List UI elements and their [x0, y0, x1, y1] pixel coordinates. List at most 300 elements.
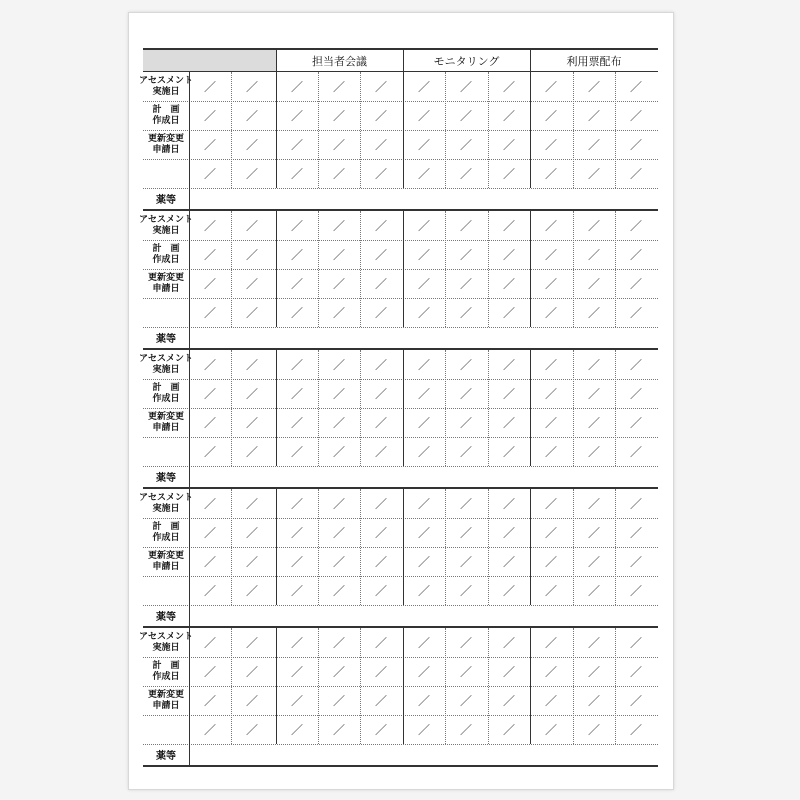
- date-cell[interactable]: ／: [417, 277, 430, 291]
- date-cell[interactable]: ／: [459, 248, 472, 262]
- date-cell[interactable]: ／: [290, 723, 303, 737]
- date-cell[interactable]: ／: [502, 80, 515, 94]
- date-cell[interactable]: ／: [629, 445, 642, 459]
- date-cell[interactable]: ／: [203, 526, 216, 540]
- date-cell[interactable]: ／: [544, 219, 557, 233]
- date-cell[interactable]: ／: [332, 387, 345, 401]
- date-cell[interactable]: ／: [502, 555, 515, 569]
- date-cell[interactable]: ／: [629, 219, 642, 233]
- date-cell[interactable]: ／: [332, 723, 345, 737]
- date-cell[interactable]: ／: [332, 584, 345, 598]
- date-cell[interactable]: ／: [629, 416, 642, 430]
- date-cell[interactable]: ／: [544, 555, 557, 569]
- date-cell[interactable]: ／: [374, 80, 387, 94]
- row-label-line: 申請日: [152, 561, 180, 572]
- drug-label: 薬等: [156, 473, 176, 484]
- date-cell[interactable]: ／: [417, 497, 430, 511]
- date-cell[interactable]: ／: [290, 138, 303, 152]
- date-cell[interactable]: ／: [374, 387, 387, 401]
- date-cell[interactable]: ／: [459, 306, 472, 320]
- date-cell[interactable]: ／: [203, 387, 216, 401]
- date-cell[interactable]: ／: [332, 445, 345, 459]
- date-row: [143, 240, 658, 269]
- row-separator: [143, 327, 658, 328]
- row-label-line: 実施日: [152, 86, 180, 97]
- date-cell[interactable]: ／: [203, 416, 216, 430]
- date-cell[interactable]: ／: [290, 387, 303, 401]
- date-cell[interactable]: ／: [502, 497, 515, 511]
- date-cell[interactable]: ／: [203, 138, 216, 152]
- date-row: [143, 130, 658, 159]
- row-label: [143, 101, 189, 130]
- date-cell[interactable]: ／: [629, 109, 642, 123]
- date-cell[interactable]: ／: [587, 665, 600, 679]
- date-cell[interactable]: ／: [544, 584, 557, 598]
- date-cell[interactable]: ／: [332, 526, 345, 540]
- row-label-line: 実施日: [152, 225, 180, 236]
- row-label: [143, 408, 189, 437]
- date-row: [143, 686, 658, 715]
- date-cell[interactable]: ／: [587, 387, 600, 401]
- date-cell[interactable]: ／: [587, 636, 600, 650]
- date-cell[interactable]: ／: [290, 694, 303, 708]
- date-row: [139, 211, 658, 240]
- drug-divider: [189, 605, 190, 626]
- drug-label: 薬等: [156, 612, 176, 623]
- date-cell[interactable]: ／: [203, 80, 216, 94]
- date-cell[interactable]: ／: [544, 665, 557, 679]
- date-cell[interactable]: ／: [290, 248, 303, 262]
- row-label-line: 計 画: [152, 243, 180, 254]
- date-cell[interactable]: ／: [245, 358, 258, 372]
- date-cell[interactable]: ／: [502, 248, 515, 262]
- date-cell[interactable]: ／: [374, 526, 387, 540]
- date-cell[interactable]: ／: [332, 248, 345, 262]
- date-cell[interactable]: ／: [629, 306, 642, 320]
- date-cell[interactable]: ／: [502, 636, 515, 650]
- row-label-line: アセスメント: [139, 75, 193, 86]
- date-cell[interactable]: ／: [290, 167, 303, 181]
- date-cell[interactable]: ／: [629, 694, 642, 708]
- date-row: [143, 657, 658, 686]
- date-cell[interactable]: ／: [245, 167, 258, 181]
- row-label-line: アセスメント: [139, 214, 193, 225]
- date-cell[interactable]: ／: [203, 445, 216, 459]
- row-label-line: 作成日: [152, 254, 180, 265]
- date-row: [143, 269, 658, 298]
- date-cell[interactable]: ／: [374, 109, 387, 123]
- date-cell[interactable]: ／: [374, 416, 387, 430]
- date-cell[interactable]: ／: [417, 636, 430, 650]
- date-cell[interactable]: ／: [374, 219, 387, 233]
- date-cell[interactable]: ／: [290, 636, 303, 650]
- date-cell[interactable]: ／: [544, 248, 557, 262]
- date-cell[interactable]: ／: [544, 358, 557, 372]
- row-label-line: アセスメント: [139, 353, 193, 364]
- date-cell[interactable]: ／: [502, 445, 515, 459]
- date-cell[interactable]: ／: [544, 109, 557, 123]
- date-cell[interactable]: ／: [544, 167, 557, 181]
- row-label-line: 申請日: [152, 700, 180, 711]
- row-label-line: 作成日: [152, 671, 180, 682]
- date-cell[interactable]: ／: [629, 277, 642, 291]
- date-cell[interactable]: ／: [417, 723, 430, 737]
- date-cell[interactable]: ／: [544, 306, 557, 320]
- date-cell[interactable]: ／: [544, 497, 557, 511]
- date-cell[interactable]: ／: [502, 416, 515, 430]
- date-row: [139, 489, 658, 518]
- date-cell[interactable]: ／: [629, 80, 642, 94]
- date-cell[interactable]: ／: [417, 167, 430, 181]
- date-cell[interactable]: ／: [502, 358, 515, 372]
- date-cell[interactable]: ／: [332, 694, 345, 708]
- drug-divider: [189, 466, 190, 487]
- date-cell[interactable]: ／: [374, 555, 387, 569]
- date-cell[interactable]: ／: [587, 248, 600, 262]
- date-cell[interactable]: ／: [332, 497, 345, 511]
- date-cell[interactable]: ／: [587, 694, 600, 708]
- date-cell[interactable]: ／: [459, 219, 472, 233]
- date-cell[interactable]: ／: [332, 636, 345, 650]
- date-cell[interactable]: ／: [459, 497, 472, 511]
- record-block: [139, 350, 658, 489]
- date-cell[interactable]: ／: [245, 416, 258, 430]
- date-cell[interactable]: ／: [417, 665, 430, 679]
- date-cell[interactable]: ／: [629, 526, 642, 540]
- date-row: [143, 715, 658, 744]
- date-cell[interactable]: ／: [417, 445, 430, 459]
- row-label: [143, 240, 189, 269]
- date-cell[interactable]: ／: [502, 277, 515, 291]
- date-cell[interactable]: ／: [629, 358, 642, 372]
- row-label: [143, 269, 189, 298]
- date-cell[interactable]: ／: [587, 555, 600, 569]
- date-cell[interactable]: ／: [290, 80, 303, 94]
- date-cell[interactable]: ／: [629, 584, 642, 598]
- date-cell[interactable]: ／: [332, 665, 345, 679]
- date-cell[interactable]: ／: [417, 555, 430, 569]
- date-cell[interactable]: ／: [245, 694, 258, 708]
- row-label-line: 実施日: [152, 503, 180, 514]
- date-cell[interactable]: ／: [544, 694, 557, 708]
- row-label-line: 更新変更: [147, 133, 184, 144]
- row-separator: [143, 605, 658, 606]
- date-cell[interactable]: ／: [290, 497, 303, 511]
- date-cell[interactable]: ／: [290, 526, 303, 540]
- date-cell[interactable]: ／: [502, 526, 515, 540]
- date-cell[interactable]: ／: [417, 109, 430, 123]
- date-cell[interactable]: ／: [502, 167, 515, 181]
- date-cell[interactable]: ／: [203, 636, 216, 650]
- row-label-line: 計 画: [152, 521, 180, 532]
- row-label-line: 作成日: [152, 393, 180, 404]
- row-label-line: 作成日: [152, 115, 180, 126]
- date-cell[interactable]: ／: [459, 555, 472, 569]
- row-separator: [143, 188, 658, 189]
- date-cell[interactable]: ／: [332, 306, 345, 320]
- date-cell[interactable]: ／: [587, 526, 600, 540]
- date-cell[interactable]: ／: [587, 584, 600, 598]
- date-cell[interactable]: ／: [332, 555, 345, 569]
- header-blank: [143, 50, 276, 71]
- date-row: [143, 518, 658, 547]
- row-label-line: 申請日: [152, 422, 180, 433]
- date-row: [143, 379, 658, 408]
- row-label-line: アセスメント: [139, 492, 193, 503]
- date-cell[interactable]: ／: [417, 306, 430, 320]
- date-cell[interactable]: ／: [544, 277, 557, 291]
- date-cell[interactable]: ／: [417, 526, 430, 540]
- date-cell[interactable]: ／: [587, 723, 600, 737]
- date-row: [143, 298, 658, 327]
- row-label: [143, 518, 189, 547]
- date-cell[interactable]: ／: [245, 497, 258, 511]
- date-cell[interactable]: ／: [374, 584, 387, 598]
- date-cell[interactable]: ／: [544, 723, 557, 737]
- row-label-line: 計 画: [152, 660, 180, 671]
- date-cell[interactable]: ／: [459, 358, 472, 372]
- row-label-line: 更新変更: [147, 272, 184, 283]
- date-cell[interactable]: ／: [203, 306, 216, 320]
- date-cell[interactable]: ／: [245, 445, 258, 459]
- date-cell[interactable]: ／: [290, 555, 303, 569]
- date-cell[interactable]: ／: [245, 80, 258, 94]
- date-cell[interactable]: ／: [203, 277, 216, 291]
- date-cell[interactable]: ／: [502, 584, 515, 598]
- date-cell[interactable]: ／: [629, 665, 642, 679]
- date-cell[interactable]: ／: [544, 80, 557, 94]
- row-label: [143, 130, 189, 159]
- date-cell[interactable]: ／: [629, 167, 642, 181]
- date-cell[interactable]: ／: [544, 526, 557, 540]
- date-cell[interactable]: ／: [245, 109, 258, 123]
- date-cell[interactable]: ／: [587, 109, 600, 123]
- date-cell[interactable]: ／: [417, 387, 430, 401]
- date-row: [143, 437, 658, 466]
- drug-label: 薬等: [156, 751, 176, 762]
- date-cell[interactable]: ／: [417, 219, 430, 233]
- date-cell[interactable]: ／: [587, 445, 600, 459]
- date-cell[interactable]: ／: [374, 636, 387, 650]
- date-cell[interactable]: ／: [332, 80, 345, 94]
- date-cell[interactable]: ／: [544, 636, 557, 650]
- row-label: [143, 159, 189, 188]
- date-cell[interactable]: ／: [459, 109, 472, 123]
- date-cell[interactable]: ／: [332, 109, 345, 123]
- date-cell[interactable]: ／: [417, 584, 430, 598]
- record-block: [139, 211, 658, 350]
- date-cell[interactable]: ／: [332, 358, 345, 372]
- date-cell[interactable]: ／: [629, 248, 642, 262]
- date-cell[interactable]: ／: [459, 445, 472, 459]
- date-cell[interactable]: ／: [245, 584, 258, 598]
- date-cell[interactable]: ／: [374, 138, 387, 152]
- row-separator: [143, 744, 658, 745]
- date-cell[interactable]: ／: [417, 138, 430, 152]
- date-cell[interactable]: ／: [502, 109, 515, 123]
- date-cell[interactable]: ／: [587, 277, 600, 291]
- date-cell[interactable]: ／: [290, 416, 303, 430]
- date-cell[interactable]: ／: [290, 445, 303, 459]
- date-cell[interactable]: ／: [374, 306, 387, 320]
- date-cell[interactable]: ／: [587, 138, 600, 152]
- date-cell[interactable]: ／: [374, 497, 387, 511]
- date-cell[interactable]: ／: [459, 277, 472, 291]
- date-cell[interactable]: ／: [459, 694, 472, 708]
- date-cell[interactable]: ／: [203, 555, 216, 569]
- date-cell[interactable]: ／: [459, 387, 472, 401]
- date-cell[interactable]: ／: [587, 306, 600, 320]
- date-cell[interactable]: ／: [332, 219, 345, 233]
- date-cell[interactable]: ／: [245, 636, 258, 650]
- date-row: [143, 408, 658, 437]
- row-label: [143, 437, 189, 466]
- date-cell[interactable]: ／: [459, 167, 472, 181]
- date-cell[interactable]: ／: [203, 109, 216, 123]
- row-label: [139, 72, 193, 101]
- date-cell[interactable]: ／: [290, 219, 303, 233]
- date-cell[interactable]: ／: [629, 636, 642, 650]
- date-cell[interactable]: ／: [245, 526, 258, 540]
- date-cell[interactable]: ／: [245, 665, 258, 679]
- grid-header: [143, 48, 658, 72]
- date-cell[interactable]: ／: [502, 665, 515, 679]
- date-cell[interactable]: ／: [203, 665, 216, 679]
- date-cell[interactable]: ／: [587, 416, 600, 430]
- row-label: [143, 657, 189, 686]
- date-cell[interactable]: ／: [332, 277, 345, 291]
- date-cell[interactable]: ／: [459, 584, 472, 598]
- date-cell[interactable]: ／: [587, 219, 600, 233]
- row-label-line: 更新変更: [147, 689, 184, 700]
- date-cell[interactable]: ／: [374, 248, 387, 262]
- date-cell[interactable]: ／: [417, 358, 430, 372]
- date-cell[interactable]: ／: [544, 445, 557, 459]
- date-cell[interactable]: ／: [203, 358, 216, 372]
- date-cell[interactable]: ／: [502, 387, 515, 401]
- date-cell[interactable]: ／: [374, 445, 387, 459]
- date-cell[interactable]: ／: [544, 416, 557, 430]
- date-cell[interactable]: ／: [459, 80, 472, 94]
- date-row: [139, 72, 658, 101]
- date-cell[interactable]: ／: [245, 387, 258, 401]
- date-cell[interactable]: ／: [290, 109, 303, 123]
- date-cell[interactable]: ／: [290, 584, 303, 598]
- schedule-grid: [139, 48, 658, 767]
- date-cell[interactable]: ／: [374, 358, 387, 372]
- date-cell[interactable]: ／: [417, 248, 430, 262]
- date-cell[interactable]: ／: [290, 306, 303, 320]
- date-cell[interactable]: ／: [587, 80, 600, 94]
- date-cell[interactable]: ／: [203, 248, 216, 262]
- date-cell[interactable]: ／: [290, 277, 303, 291]
- record-block: [139, 628, 658, 767]
- date-cell[interactable]: ／: [417, 416, 430, 430]
- header-usage-form: 利用票配布: [566, 54, 622, 68]
- date-cell[interactable]: ／: [459, 138, 472, 152]
- date-cell[interactable]: ／: [374, 277, 387, 291]
- date-cell[interactable]: ／: [290, 665, 303, 679]
- date-cell[interactable]: ／: [332, 416, 345, 430]
- date-cell[interactable]: ／: [203, 584, 216, 598]
- row-label-line: 実施日: [152, 642, 180, 653]
- date-cell[interactable]: ／: [203, 167, 216, 181]
- row-label: [143, 686, 189, 715]
- date-cell[interactable]: ／: [587, 358, 600, 372]
- date-cell[interactable]: ／: [459, 636, 472, 650]
- date-cell[interactable]: ／: [374, 694, 387, 708]
- drug-divider: [189, 744, 190, 765]
- date-cell[interactable]: ／: [502, 219, 515, 233]
- date-cell[interactable]: ／: [245, 306, 258, 320]
- date-cell[interactable]: ／: [245, 555, 258, 569]
- date-cell[interactable]: ／: [203, 694, 216, 708]
- date-cell[interactable]: ／: [629, 387, 642, 401]
- date-cell[interactable]: ／: [629, 497, 642, 511]
- date-cell[interactable]: ／: [203, 723, 216, 737]
- date-row: [143, 101, 658, 130]
- row-label-line: 計 画: [152, 382, 180, 393]
- date-cell[interactable]: ／: [459, 416, 472, 430]
- date-row: [139, 350, 658, 379]
- date-cell[interactable]: ／: [459, 526, 472, 540]
- date-cell[interactable]: ／: [417, 80, 430, 94]
- row-label-line: 作成日: [152, 532, 180, 543]
- row-label-line: アセスメント: [139, 631, 193, 642]
- row-label: [139, 211, 193, 240]
- header-monitoring: モニタリング: [433, 54, 500, 68]
- row-label: [139, 628, 193, 657]
- date-cell[interactable]: ／: [374, 167, 387, 181]
- date-cell[interactable]: ／: [245, 138, 258, 152]
- date-cell[interactable]: ／: [374, 665, 387, 679]
- date-cell[interactable]: ／: [629, 138, 642, 152]
- date-cell[interactable]: ／: [203, 497, 216, 511]
- date-cell[interactable]: ／: [502, 694, 515, 708]
- date-cell[interactable]: ／: [459, 723, 472, 737]
- date-cell[interactable]: ／: [203, 219, 216, 233]
- date-cell[interactable]: ／: [332, 167, 345, 181]
- date-cell[interactable]: ／: [544, 387, 557, 401]
- row-label: [143, 715, 189, 744]
- date-cell[interactable]: ／: [502, 306, 515, 320]
- row-label-line: 計 画: [152, 104, 180, 115]
- date-cell[interactable]: ／: [245, 248, 258, 262]
- row-label: [143, 576, 189, 605]
- header-conference: 担当者会議: [312, 54, 367, 68]
- date-cell[interactable]: ／: [290, 358, 303, 372]
- date-cell[interactable]: ／: [459, 665, 472, 679]
- date-cell[interactable]: ／: [245, 723, 258, 737]
- date-cell[interactable]: ／: [587, 167, 600, 181]
- date-cell[interactable]: ／: [544, 138, 557, 152]
- date-cell[interactable]: ／: [374, 723, 387, 737]
- date-cell[interactable]: ／: [629, 723, 642, 737]
- date-cell[interactable]: ／: [245, 219, 258, 233]
- date-cell[interactable]: ／: [502, 723, 515, 737]
- date-cell[interactable]: ／: [502, 138, 515, 152]
- date-cell[interactable]: ／: [417, 694, 430, 708]
- date-cell[interactable]: ／: [245, 277, 258, 291]
- drug-label: 薬等: [156, 334, 176, 345]
- date-row: [143, 576, 658, 605]
- date-cell[interactable]: ／: [587, 497, 600, 511]
- date-cell[interactable]: ／: [629, 555, 642, 569]
- date-cell[interactable]: ／: [332, 138, 345, 152]
- row-label-line: 申請日: [152, 144, 180, 155]
- row-label: [143, 379, 189, 408]
- row-label: [143, 298, 189, 327]
